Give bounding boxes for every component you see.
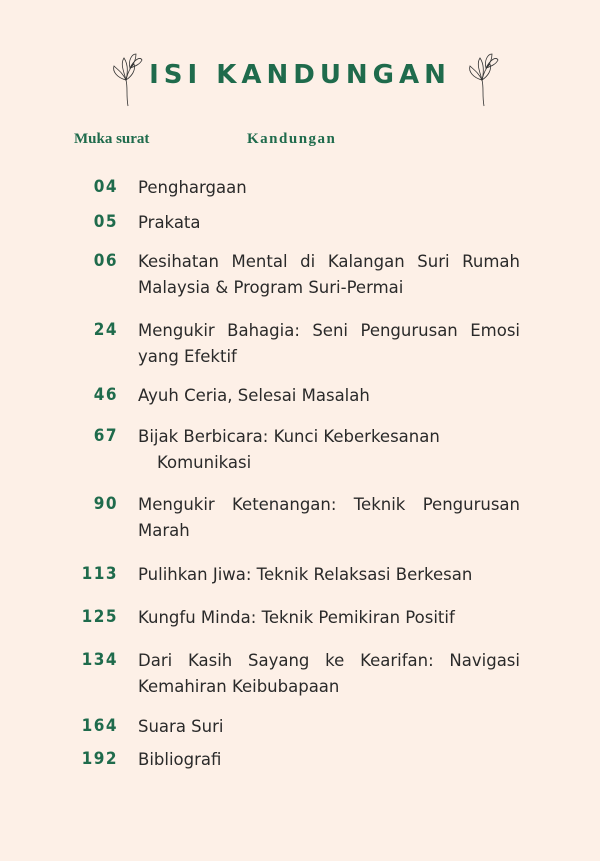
toc-title-line: Mengukir Bahagia: Seni Pengurusan Emosi [138,321,520,340]
toc-title-line: Kemahiran Keibubapaan [138,677,340,696]
toc-title [138,605,520,631]
toc-page-number: 134 [81,650,118,670]
toc-title-line: yang Efektif [138,347,237,366]
toc-page-number: 90 [93,494,118,514]
toc-page-number: 24 [93,320,118,340]
toc-title [138,424,520,476]
toc-page-number: 164 [81,716,118,736]
toc-title-line: Penghargaan [138,178,247,197]
toc-title [138,492,520,544]
toc-title [138,562,520,588]
toc-page-number: 67 [93,426,118,446]
toc-title-line: Bijak Berbicara: Kunci Keberkesanan [138,427,440,446]
toc-page-number: 05 [93,212,118,232]
toc-title-line: Prakata [138,213,201,232]
toc-page-number: 46 [93,385,118,405]
toc-title [138,210,520,236]
toc-title [138,714,520,740]
toc-title-line: Mengukir Ketenangan: Teknik Pengurusan [138,495,520,514]
toc-title-line: Komunikasi [157,453,252,472]
toc-page-number: 125 [81,607,118,627]
toc-page-number: 06 [93,251,118,271]
header-content: Kandungan [247,131,337,147]
toc-title [138,318,520,370]
toc-title-line: Kungfu Minda: Teknik Pemikiran Positif [138,608,455,627]
toc-title [138,747,520,773]
toc-title-line: Marah [138,521,190,540]
toc-page-number: 192 [81,749,118,769]
toc-title-line: Malaysia & Program Suri-Permai [138,278,404,297]
toc-title [138,648,520,700]
toc-page-number: 04 [93,177,118,197]
toc-title-line: Dari Kasih Sayang ke Kearifan: Navigasi [138,651,520,670]
page-title: ISI KANDUNGAN [149,60,451,90]
toc-title [138,383,520,409]
toc-title [138,249,520,301]
toc-title-line: Suara Suri [138,717,224,736]
toc-title-line: Pulihkan Jiwa: Teknik Relaksasi Berkesan [138,565,473,584]
toc-title [138,175,520,201]
toc-title-line: Bibliografi [138,750,222,769]
toc-title-line: Kesihatan Mental di Kalangan Suri Rumah [138,252,520,271]
toc-page-number: 113 [81,564,118,584]
toc-title-line: Ayuh Ceria, Selesai Masalah [138,386,370,405]
header-page-number: Muka surat [74,131,150,147]
